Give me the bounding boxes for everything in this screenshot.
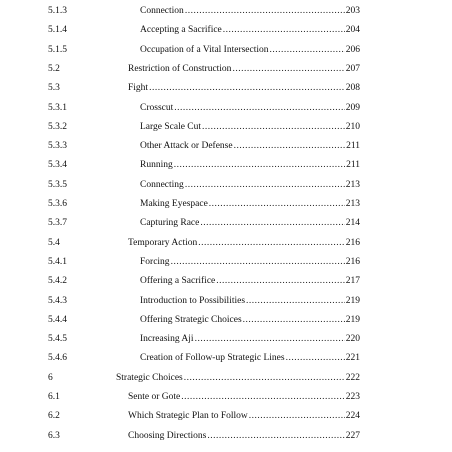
section-title: Connecting [140,179,184,190]
toc-entry [0,43,452,57]
toc-entry-line [128,429,360,443]
dot-leader [185,4,345,18]
section-number: 5.3.7 [48,218,67,229]
toc-entry-line [140,197,360,211]
page-number: 216 [345,256,360,267]
toc-entry-line [140,216,360,230]
toc-entry [0,178,452,192]
page-number: 217 [345,276,360,287]
page-number: 213 [345,199,360,209]
page-number: 214 [345,218,360,229]
section-number: 5.3.2 [48,121,67,132]
section-title: Restriction of Construction [128,63,232,74]
dot-leader [232,62,344,76]
toc-entry-line [140,178,360,192]
page-number: 213 [345,179,360,190]
toc-entry [0,236,452,250]
dot-leader [174,158,345,172]
page-number: 211 [346,141,360,152]
toc-entry [0,313,452,327]
toc-entry-line [140,43,360,57]
toc-entry-line [128,236,360,250]
page-number: 204 [345,25,360,36]
toc-entry [0,371,452,385]
page-number: 203 [345,6,360,16]
dot-leader [216,274,344,288]
page-number: 219 [345,314,360,325]
page-number: 210 [345,121,360,132]
page-number: 211 [346,160,360,171]
dot-leader [243,313,345,327]
toc-entry-line [140,255,360,269]
page-number: 220 [345,334,360,345]
section-title: Introduction to Possibilities [140,295,246,306]
toc-entry [0,429,452,443]
section-number: 5.4.3 [48,295,67,306]
toc-entry [0,139,452,153]
dot-leader [184,371,345,385]
toc-entry [0,158,452,172]
page-number: 221 [345,353,360,364]
section-title: Running [140,160,173,171]
toc-entry-line [140,332,360,346]
dot-leader [270,43,345,57]
toc-entry [0,216,452,230]
toc-entry [0,390,452,404]
section-number: 5.1.5 [48,44,67,55]
page-number: 208 [345,83,360,94]
page-number: 227 [345,430,360,441]
dot-leader [195,332,345,346]
toc-entry-line [140,294,360,308]
dot-leader [202,120,345,134]
section-number: 5.1.3 [48,6,67,16]
section-number: 5.4.5 [48,334,67,345]
section-title: Offering a Sacrifice [140,276,216,287]
section-title: Sente or Gote [128,392,181,402]
section-number: 5.3 [48,83,60,94]
page-number: 223 [345,392,360,402]
section-title: Making Eyespace [140,199,208,209]
page-number: 224 [345,411,360,422]
section-number: 5.4.4 [48,314,67,325]
toc-entry-line [128,409,360,423]
toc-entry-line [140,313,360,327]
section-title: Increasing Aji [140,334,194,345]
dot-leader [174,101,345,115]
section-number: 5.2 [48,63,60,74]
toc-entry [0,101,452,115]
toc-entry-line [140,158,360,172]
page-number: 216 [345,237,360,248]
toc-entry [0,409,452,423]
section-number: 6.3 [48,430,60,441]
dot-leader [209,197,345,211]
section-number: 5.3.5 [48,179,67,190]
toc-entry-line [140,23,360,37]
dot-leader [185,178,345,192]
section-number: 5.3.3 [48,141,67,152]
dot-leader [234,139,346,153]
toc-entry [0,197,452,211]
section-title: Capturing Race [140,218,200,229]
section-number: 5.3.4 [48,160,67,171]
toc-entry [0,274,452,288]
section-title: Large Scale Cut [140,121,202,132]
section-number: 5.4 [48,237,60,248]
section-number: 5.1.4 [48,25,67,36]
toc-entry-line [140,351,360,365]
toc-entry-line [140,4,360,18]
section-title: Choosing Directions [128,430,207,441]
dot-leader [286,351,345,365]
dot-leader [181,390,345,404]
section-title: Offering Strategic Choices [140,314,242,325]
section-title: Occupation of a Vital Intersection [140,44,269,55]
section-title: Which Strategic Plan to Follow [128,411,248,422]
dot-leader [149,81,345,95]
toc-entry-line [140,101,360,115]
section-title: Crosscut [140,102,174,113]
section-number: 5.4.2 [48,276,67,287]
page-number: 207 [345,63,360,74]
toc-entry [0,4,452,18]
section-number: 6 [48,372,53,383]
page-number: 219 [345,295,360,306]
section-number: 5.4.6 [48,353,67,364]
toc-entry-line [128,390,360,404]
dot-leader [200,216,344,230]
toc-entry [0,351,452,365]
section-title: Creation of Follow-up Strategic Lines [140,353,285,364]
section-number: 6.2 [48,411,60,422]
section-title: Connection [140,6,184,16]
page-number: 209 [345,102,360,113]
dot-leader [198,236,345,250]
section-title: Strategic Choices [116,372,183,383]
page-number: 222 [345,372,360,383]
section-title: Other Attack or Defense [140,141,233,152]
section-number: 5.4.1 [48,256,67,267]
section-title: Forcing [140,256,170,267]
section-title: Temporary Action [128,237,198,248]
toc-entry-line [116,371,360,385]
section-number: 5.3.1 [48,102,67,113]
dot-leader [207,429,344,443]
toc-entry-line [140,274,360,288]
toc-entry [0,23,452,37]
toc-entry-line [128,62,360,76]
toc-entry-line [128,81,360,95]
toc-entry [0,120,452,134]
toc-entry-line [140,139,360,153]
toc-entry [0,332,452,346]
toc-entry [0,294,452,308]
dot-leader [171,255,345,269]
dot-leader [223,23,345,37]
toc-entry [0,255,452,269]
section-title: Accepting a Sacrifice [140,25,222,36]
toc-entry-line [140,120,360,134]
toc-entry [0,62,452,76]
section-number: 5.3.6 [48,199,67,209]
page-number: 206 [345,44,360,55]
toc-entry [0,81,452,95]
section-title: Fight [128,83,149,94]
dot-leader [249,409,345,423]
section-number: 6.1 [48,392,60,402]
dot-leader [246,294,345,308]
